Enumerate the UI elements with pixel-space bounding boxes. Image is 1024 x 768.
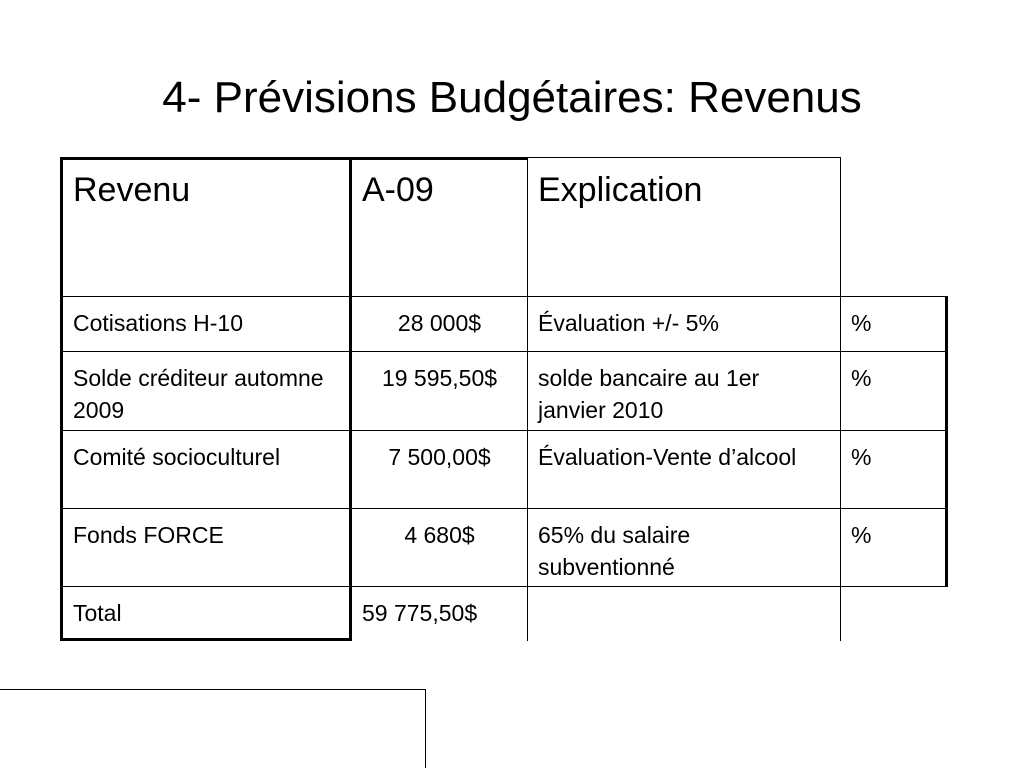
table-row-amount: 4 680$ xyxy=(404,522,475,548)
table-row-explication: 65% du salaire subventionné xyxy=(538,522,691,580)
table-row-revenu: Cotisations H-10 xyxy=(73,310,244,336)
table-row-revenu: Fonds FORCE xyxy=(73,522,224,548)
table-row-percent: % xyxy=(851,444,872,470)
table-border-top-right xyxy=(527,157,841,158)
table-row-percent: % xyxy=(851,365,872,391)
total-amount: 59 775,50$ xyxy=(362,600,478,626)
table-row-amount: 28 000$ xyxy=(397,310,482,336)
header-explication: Explication xyxy=(538,171,703,209)
table-divider-col3 xyxy=(840,157,841,641)
table-row-revenu: Comité socioculturel xyxy=(73,444,281,470)
table-border-right xyxy=(945,296,948,586)
table-row-percent: % xyxy=(851,522,872,548)
table-border-bottom xyxy=(60,638,352,641)
table-row-revenu: Solde créditeur automne 2009 xyxy=(73,365,324,423)
empty-text-box xyxy=(0,689,426,768)
header-revenu: Revenu xyxy=(73,171,191,209)
slide-title: 4- Prévisions Budgétaires: Revenus xyxy=(162,73,862,122)
table-row-explication: solde bancaire au 1er janvier 2010 xyxy=(538,365,760,423)
total-label: Total xyxy=(73,600,122,626)
table-row-explication: Évaluation-Vente d’alcool xyxy=(538,444,797,470)
table-row-percent: % xyxy=(851,310,872,336)
table-row-amount: 19 595,50$ xyxy=(381,365,498,391)
table-row-amount: 7 500,00$ xyxy=(388,444,491,470)
header-amount: A-09 xyxy=(362,171,434,209)
table-row-explication: Évaluation +/- 5% xyxy=(538,310,719,336)
